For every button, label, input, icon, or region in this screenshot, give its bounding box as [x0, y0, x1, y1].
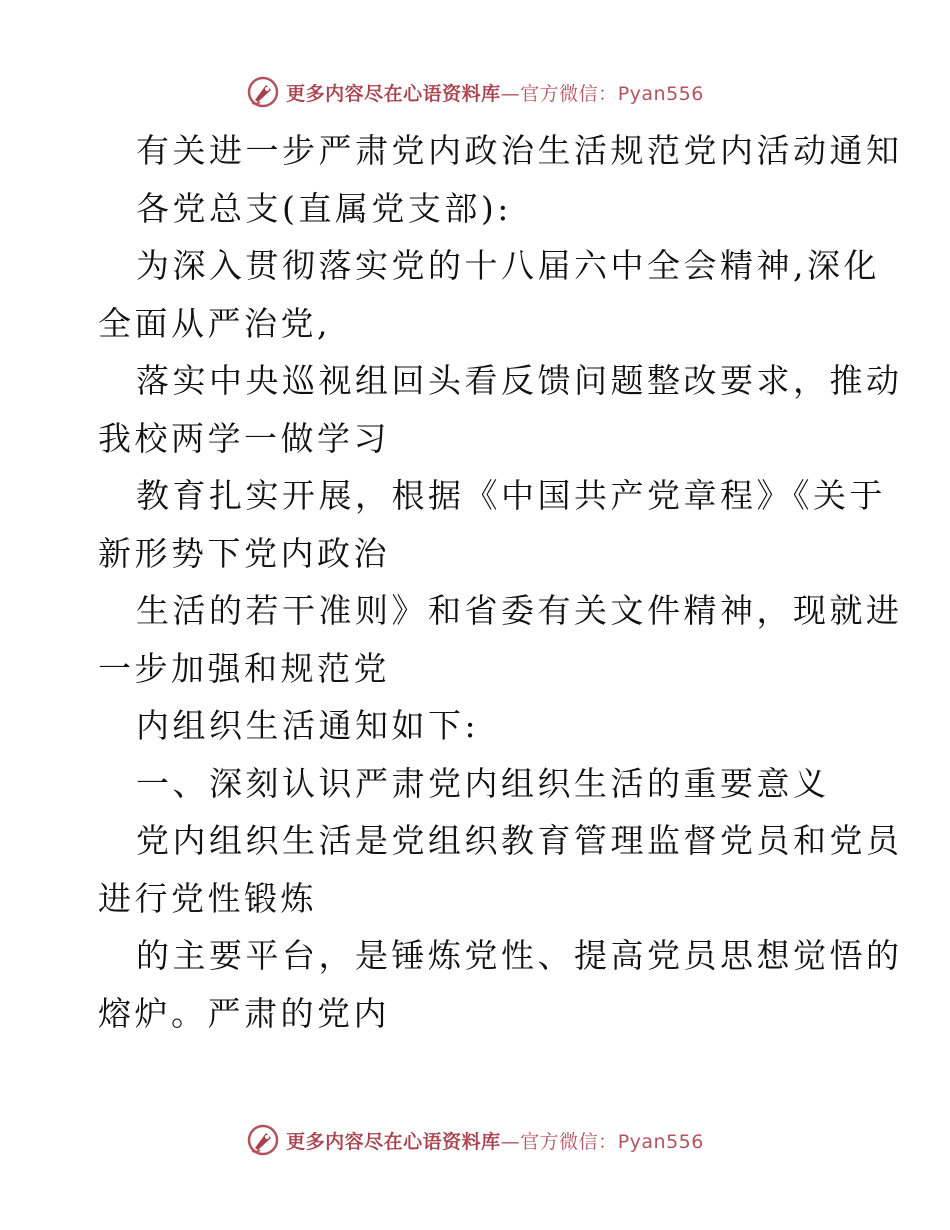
- header-banner-text: [286, 79, 704, 106]
- document-line: 有关进一步严肃党内政治生活规范党内活动通知: [136, 131, 903, 170]
- footer-brand-text: 更多内容尽在心语资料库: [286, 1130, 501, 1153]
- footer-banner-content: [246, 1123, 704, 1157]
- header-separator: —: [500, 82, 521, 105]
- footer-banner: [0, 1118, 950, 1162]
- header-brand-text: 更多内容尽在心语资料库: [286, 82, 501, 105]
- footer-wechat-label: 官方微信：: [520, 1130, 618, 1153]
- pen-nib-logo-icon: [246, 75, 280, 109]
- document-line: 内组织生活通知如下:: [136, 706, 480, 745]
- document-line: 教育扎实开展，根据《中国共产党章程》《关于: [136, 476, 886, 515]
- document-line: 熔炉。严肃的党内: [98, 993, 390, 1033]
- footer-separator: —: [500, 1130, 521, 1153]
- pen-nib-logo-icon: [246, 1123, 280, 1157]
- document-line: 各党总支(直属党支部):: [136, 188, 512, 228]
- document-line: 为深入贯彻落实党的十八届六中全会精神,深化: [136, 246, 880, 285]
- header-banner-content: [246, 75, 704, 109]
- document-line: 进行党性锻炼: [98, 878, 317, 918]
- footer-banner-text: [286, 1127, 704, 1154]
- document-line: 一、深刻认识严肃党内组织生活的重要意义: [136, 763, 830, 803]
- document-line: 全面从严治党,: [98, 303, 331, 343]
- header-wechat-id: Pyan556: [617, 82, 704, 105]
- document-line: 我校两学一做学习: [98, 418, 390, 458]
- document-body: [98, 122, 903, 1042]
- header-banner: [0, 70, 950, 114]
- footer-wechat-id: Pyan556: [617, 1130, 704, 1153]
- document-line: 党内组织生活是党组织教育管理监督党员和党员: [136, 821, 903, 860]
- document-line: 落实中央巡视组回头看反馈问题整改要求，推动: [136, 361, 903, 400]
- document-line: 的主要平台，是锤炼党性、提高党员思想觉悟的: [136, 936, 903, 975]
- document-line: 生活的若干准则》和省委有关文件精神，现就进: [136, 591, 903, 630]
- document-line: 一步加强和规范党: [98, 648, 390, 688]
- document-line: 新形势下党内政治: [98, 533, 390, 573]
- header-wechat-label: 官方微信：: [520, 82, 618, 105]
